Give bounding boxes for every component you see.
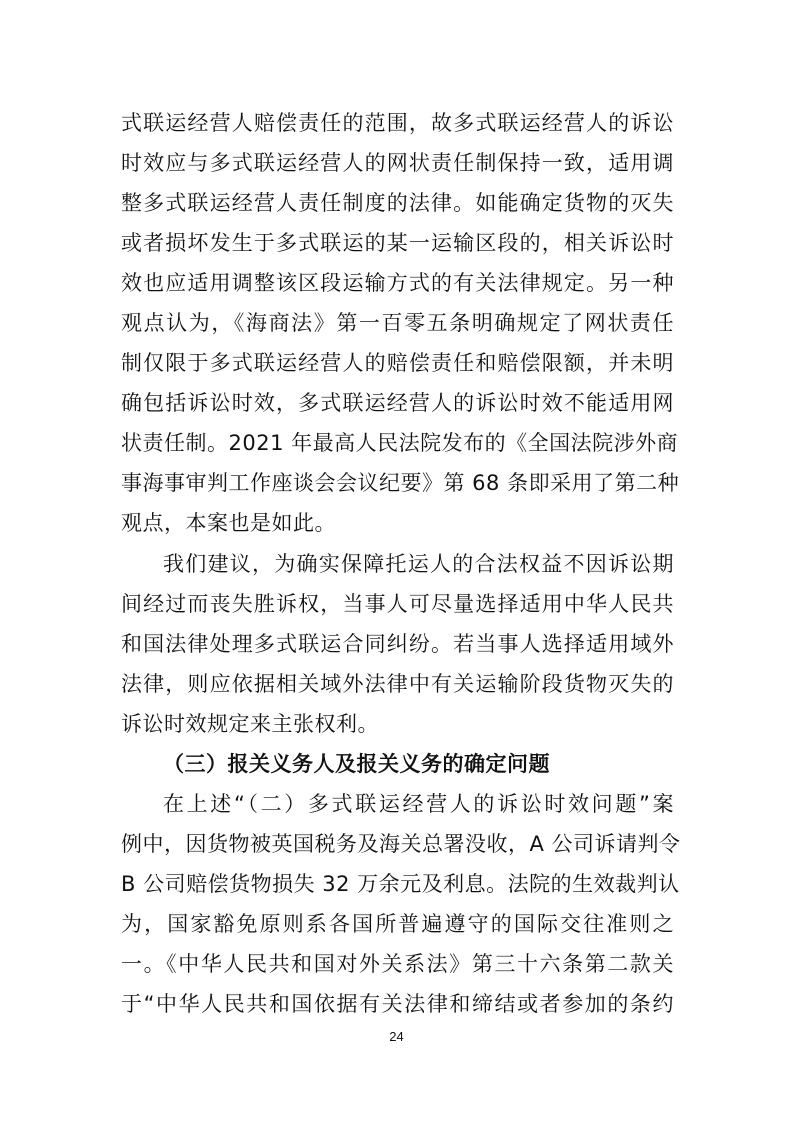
- body-text-line: 时效应与多式联运经营人的网状责任制保持一致，适用调: [121, 151, 674, 175]
- body-text-line: 为，国家豁免原则系各国所普遍遵守的国际交往准则之: [121, 912, 674, 936]
- body-text-line: 法律，则应依据相关域外法律中有关运输阶段货物灭失的: [121, 672, 674, 696]
- body-text-line: 状责任制。2021 年最高人民法院发布的《全国法院涉外商: [121, 431, 679, 455]
- body-text-line: 制仅限于多式联运经营人的赔偿责任和赔偿限额，并未明: [121, 351, 674, 375]
- body-text-line: 和国法律处理多式联运合同纠纷。若当事人选择适用域外: [121, 632, 674, 656]
- body-text-line: 一。《中华人民共和国对外关系法》第三十六条第二款关: [121, 952, 674, 976]
- body-text-line: 诉讼时效规定来主张权利。: [121, 712, 379, 736]
- body-text-line: 观点，本案也是如此。: [121, 511, 336, 535]
- body-text-line: B 公司赔偿货物损失 32 万余元及利息。法院的生效裁判认: [121, 872, 680, 896]
- page-number: 24: [389, 1029, 404, 1044]
- body-text-line: 例中，因货物被英国税务及海关总署没收，A 公司诉请判令: [121, 832, 681, 856]
- body-text-line: 或者损坏发生于多式联运的某一运输区段的，相关诉讼时: [121, 231, 674, 255]
- paragraph-first-line: 在上述“（二）多式联运经营人的诉讼时效问题”案: [163, 792, 674, 816]
- body-text-line: 事海事审判工作座谈会会议纪要》第 68 条即采用了第二种: [121, 471, 680, 495]
- section-heading: （三）报关义务人及报关义务的确定问题: [163, 752, 550, 776]
- body-text-line: 于“中华人民共和国依据有关法律和缔结或者参加的条约: [121, 992, 674, 1016]
- paragraph-first-line: 我们建议，为确实保障托运人的合法权益不因诉讼期: [163, 552, 674, 576]
- body-text-line: 观点认为，《海商法》第一百零五条明确规定了网状责任: [121, 311, 674, 335]
- body-text-line: 效也应适用调整该区段运输方式的有关法律规定。另一种: [121, 271, 674, 295]
- body-text-line: 确包括诉讼时效，多式联运经营人的诉讼时效不能适用网: [121, 391, 674, 415]
- body-text-line: 间经过而丧失胜诉权，当事人可尽量选择适用中华人民共: [121, 592, 674, 616]
- body-text-line: 整多式联运经营人责任制度的法律。如能确定货物的灭失: [121, 191, 674, 215]
- body-text-line: 式联运经营人赔偿责任的范围，故多式联运经营人的诉讼: [121, 111, 674, 135]
